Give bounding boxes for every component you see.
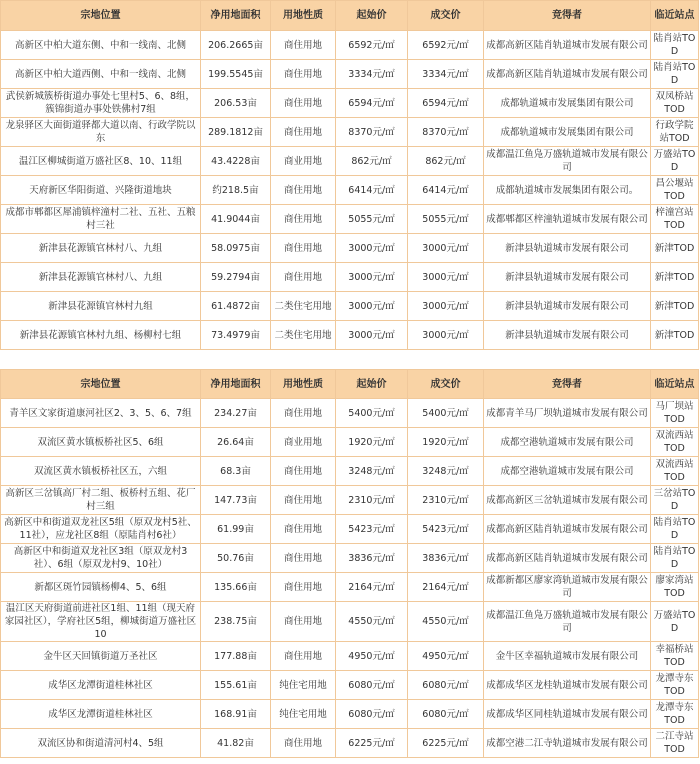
table-row: [1, 642, 699, 671]
cell-deal-price: 6080元/㎡: [408, 671, 484, 700]
cell-station: 马厂坝站TOD: [651, 399, 699, 428]
cell-winner: 成都温江鱼凫万盛轨道城市发展有限公司: [484, 147, 651, 176]
cell-deal-price: 3248元/㎡: [408, 457, 484, 486]
cell-location: 高新区中和街道双龙社区5组（原双龙村5社、11社），应龙社区8组（原陆肖村6社）: [1, 515, 201, 544]
cell-area: 168.91亩: [201, 700, 271, 729]
cell-winner: 成都高新区陆肖轨道城市发展有限公司: [484, 515, 651, 544]
table-row: [1, 729, 699, 758]
cell-winner: 成都郫都区梓潼轨道城市发展有限公司: [484, 205, 651, 234]
cell-land-use: 商住用地: [271, 486, 336, 515]
cell-start-price: 8370元/㎡: [336, 118, 408, 147]
cell-start-price: 6080元/㎡: [336, 671, 408, 700]
cell-land-use: 商住用地: [271, 573, 336, 602]
cell-deal-price: 6594元/㎡: [408, 89, 484, 118]
cell-location: 成华区龙潭街道桂林社区: [1, 700, 201, 729]
table-row: [1, 399, 699, 428]
cell-deal-price: 6225元/㎡: [408, 729, 484, 758]
cell-station: 二江寺站TOD: [651, 729, 699, 758]
table-row: [1, 486, 699, 515]
cell-area: 41.82亩: [201, 729, 271, 758]
cell-winner: 成都轨道城市发展集团有限公司: [484, 118, 651, 147]
cell-land-use: 商业用地: [271, 147, 336, 176]
cell-station: 陆肖站TOD: [651, 515, 699, 544]
cell-deal-price: 3000元/㎡: [408, 292, 484, 321]
cell-start-price: 3000元/㎡: [336, 263, 408, 292]
cell-start-price: 3000元/㎡: [336, 321, 408, 350]
cell-start-price: 5400元/㎡: [336, 399, 408, 428]
cell-location: 武侯新城簇桥街道办事处七里村5、6、8组，簇锦街道办事处铁佛村7组: [1, 89, 201, 118]
header-deal-price: 成交价: [408, 370, 484, 399]
cell-land-use: 商住用地: [271, 89, 336, 118]
cell-winner: 成都高新区陆肖轨道城市发展有限公司: [484, 60, 651, 89]
cell-location: 龙泉驿区大面街道驿都大道以南、行政学院以东: [1, 118, 201, 147]
cell-area: 289.1812亩: [201, 118, 271, 147]
cell-station: 陆肖站TOD: [651, 544, 699, 573]
cell-station: 龙潭寺东TOD: [651, 671, 699, 700]
cell-area: 238.75亩: [201, 602, 271, 642]
cell-location: 双流区黄水镇板桥社区五，六组: [1, 457, 201, 486]
cell-station: 龙潭寺东TOD: [651, 700, 699, 729]
table-row: [1, 515, 699, 544]
cell-land-use: 商住用地: [271, 544, 336, 573]
header-start-price: 起始价: [336, 370, 408, 399]
cell-start-price: 3248元/㎡: [336, 457, 408, 486]
cell-land-use: 商业用地: [271, 428, 336, 457]
cell-location: 双流区协和街道清河村4、5组: [1, 729, 201, 758]
cell-station: 新津TOD: [651, 321, 699, 350]
cell-location: 天府新区华阳街道、兴隆街道地块: [1, 176, 201, 205]
cell-location: 新津县花源镇官林村八、九组: [1, 263, 201, 292]
cell-area: 约218.5亩: [201, 176, 271, 205]
table-row: [1, 544, 699, 573]
table-row: [1, 147, 699, 176]
cell-land-use: 商住用地: [271, 60, 336, 89]
cell-deal-price: 6080元/㎡: [408, 700, 484, 729]
cell-start-price: 6225元/㎡: [336, 729, 408, 758]
cell-winner: 成都高新区陆肖轨道城市发展有限公司: [484, 544, 651, 573]
cell-land-use: 商住用地: [271, 234, 336, 263]
cell-deal-price: 3000元/㎡: [408, 263, 484, 292]
cell-area: 68.3亩: [201, 457, 271, 486]
cell-land-use: 纯住宅用地: [271, 671, 336, 700]
header-nearby-station: 临近站点: [651, 370, 699, 399]
cell-land-use: 商住用地: [271, 399, 336, 428]
cell-start-price: 3334元/㎡: [336, 60, 408, 89]
cell-land-use: 商住用地: [271, 31, 336, 60]
cell-area: 177.88亩: [201, 642, 271, 671]
table-row: [1, 428, 699, 457]
cell-location: 温江区柳城街道万盛社区8、10、11组: [1, 147, 201, 176]
cell-area: 58.0975亩: [201, 234, 271, 263]
cell-start-price: 6594元/㎡: [336, 89, 408, 118]
cell-area: 147.73亩: [201, 486, 271, 515]
cell-start-price: 6592元/㎡: [336, 31, 408, 60]
cell-station: 双凤桥站TOD: [651, 89, 699, 118]
table-row: [1, 457, 699, 486]
cell-area: 206.53亩: [201, 89, 271, 118]
cell-winner: 成都成华区龙桂轨道城市发展有限公司: [484, 671, 651, 700]
cell-deal-price: 5423元/㎡: [408, 515, 484, 544]
cell-location: 金牛区天回镇街道万圣社区: [1, 642, 201, 671]
cell-winner: 成都成华区同桂轨道城市发展有限公司: [484, 700, 651, 729]
cell-winner: 成都高新区陆肖轨道城市发展有限公司: [484, 31, 651, 60]
cell-area: 199.5545亩: [201, 60, 271, 89]
header-deal-price: 成交价: [408, 1, 484, 31]
cell-start-price: 6080元/㎡: [336, 700, 408, 729]
header-start-price: 起始价: [336, 1, 408, 31]
cell-deal-price: 3000元/㎡: [408, 321, 484, 350]
cell-winner: 成都温江鱼凫万盛轨道城市发展有限公司: [484, 602, 651, 642]
cell-location: 高新区中和街道双龙社区3组（原双龙村3社）、6组（原双龙村9、10社）: [1, 544, 201, 573]
cell-winner: 成都轨道城市发展集团有限公司: [484, 89, 651, 118]
cell-location: 新津县花源镇官林村九组、杨柳村七组: [1, 321, 201, 350]
cell-land-use: 商住用地: [271, 515, 336, 544]
cell-station: 万盛站TOD: [651, 147, 699, 176]
table-row: [1, 602, 699, 642]
table-row: [1, 176, 699, 205]
table-row: [1, 89, 699, 118]
cell-deal-price: 3000元/㎡: [408, 234, 484, 263]
table-row: [1, 118, 699, 147]
cell-area: 135.66亩: [201, 573, 271, 602]
cell-land-use: 二类住宅用地: [271, 321, 336, 350]
table-row: [1, 671, 699, 700]
cell-deal-price: 6414元/㎡: [408, 176, 484, 205]
cell-location: 双流区黄水镇板桥社区5、6组: [1, 428, 201, 457]
cell-winner: 成都青羊马厂坝轨道城市发展有限公司: [484, 399, 651, 428]
cell-deal-price: 4550元/㎡: [408, 602, 484, 642]
cell-area: 61.99亩: [201, 515, 271, 544]
cell-deal-price: 4950元/㎡: [408, 642, 484, 671]
cell-winner: 新津县轨道城市发展有限公司: [484, 234, 651, 263]
cell-land-use: 二类住宅用地: [271, 292, 336, 321]
cell-winner: 成都轨道城市发展集团有限公司。: [484, 176, 651, 205]
cell-area: 73.4979亩: [201, 321, 271, 350]
cell-location: 高新区中柏大道西侧、中和一线南、北侧: [1, 60, 201, 89]
cell-location: 高新区三岔镇高厂村二组、板桥村五组、花厂村三组: [1, 486, 201, 515]
cell-station: 双流西站TOD: [651, 457, 699, 486]
cell-area: 61.4872亩: [201, 292, 271, 321]
cell-location: 新都区斑竹园镇杨柳4、5、6组: [1, 573, 201, 602]
cell-station: 新津TOD: [651, 234, 699, 263]
header-location: 宗地位置: [1, 370, 201, 399]
cell-start-price: 4950元/㎡: [336, 642, 408, 671]
cell-land-use: 商住用地: [271, 457, 336, 486]
cell-station: 万盛站TOD: [651, 602, 699, 642]
cell-winner: 新津县轨道城市发展有限公司: [484, 292, 651, 321]
cell-winner: 成都空港轨道城市发展有限公司: [484, 457, 651, 486]
header-winner: 竞得者: [484, 1, 651, 31]
cell-area: 43.4228亩: [201, 147, 271, 176]
cell-winner: 成都高新区三岔轨道城市发展有限公司: [484, 486, 651, 515]
cell-station: 新津TOD: [651, 263, 699, 292]
cell-deal-price: 5400元/㎡: [408, 399, 484, 428]
cell-location: 成华区龙潭街道桂林社区: [1, 671, 201, 700]
cell-station: 廖家湾站TOD: [651, 573, 699, 602]
cell-winner: 金牛区幸福轨道城市发展有限公司: [484, 642, 651, 671]
cell-land-use: 商住用地: [271, 602, 336, 642]
cell-deal-price: 862元/㎡: [408, 147, 484, 176]
cell-station: 三岔站TOD: [651, 486, 699, 515]
cell-winner: 成都新都区廖家湾轨道城市发展有限公司: [484, 573, 651, 602]
cell-deal-price: 3836元/㎡: [408, 544, 484, 573]
cell-location: 新津县花源镇官林村九组: [1, 292, 201, 321]
cell-station: 行政学院站TOD: [651, 118, 699, 147]
cell-deal-price: 6592元/㎡: [408, 31, 484, 60]
cell-deal-price: 2164元/㎡: [408, 573, 484, 602]
cell-location: 青羊区文家街道康河社区2、3、5、6、7组: [1, 399, 201, 428]
cell-winner: 新津县轨道城市发展有限公司: [484, 321, 651, 350]
table-header-row: [1, 1, 699, 31]
header-area: 净用地面积: [201, 370, 271, 399]
cell-area: 26.64亩: [201, 428, 271, 457]
cell-land-use: 商住用地: [271, 263, 336, 292]
cell-station: 双流西站TOD: [651, 428, 699, 457]
cell-station: 幸福桥站TOD: [651, 642, 699, 671]
table-row: [1, 60, 699, 89]
cell-station: 梓潼宫站TOD: [651, 205, 699, 234]
header-nearby-station: 临近站点: [651, 1, 699, 31]
header-land-use: 用地性质: [271, 1, 336, 31]
cell-station: 陆肖站TOD: [651, 31, 699, 60]
cell-winner: 成都空港二江寺轨道城市发展有限公司: [484, 729, 651, 758]
table-header-row: [1, 370, 699, 399]
cell-deal-price: 1920元/㎡: [408, 428, 484, 457]
table-row: [1, 573, 699, 602]
cell-area: 206.2665亩: [201, 31, 271, 60]
table-row: [1, 321, 699, 350]
cell-location: 新津县花源镇官林村八、九组: [1, 234, 201, 263]
cell-winner: 新津县轨道城市发展有限公司: [484, 263, 651, 292]
land-auction-table-2: [0, 369, 699, 758]
header-area: 净用地面积: [201, 1, 271, 31]
cell-start-price: 5055元/㎡: [336, 205, 408, 234]
cell-start-price: 6414元/㎡: [336, 176, 408, 205]
cell-area: 41.9044亩: [201, 205, 271, 234]
cell-deal-price: 8370元/㎡: [408, 118, 484, 147]
header-land-use: 用地性质: [271, 370, 336, 399]
cell-winner: 成都空港轨道城市发展有限公司: [484, 428, 651, 457]
cell-station: 昌公堰站TOD: [651, 176, 699, 205]
cell-start-price: 862元/㎡: [336, 147, 408, 176]
table-row: [1, 292, 699, 321]
cell-start-price: 3000元/㎡: [336, 234, 408, 263]
cell-land-use: 纯住宅用地: [271, 700, 336, 729]
cell-station: 陆肖站TOD: [651, 60, 699, 89]
cell-start-price: 1920元/㎡: [336, 428, 408, 457]
cell-land-use: 商住用地: [271, 176, 336, 205]
cell-deal-price: 5055元/㎡: [408, 205, 484, 234]
cell-start-price: 5423元/㎡: [336, 515, 408, 544]
cell-location: 成都市郫都区犀浦镇梓潼村二社、五社、五粮村三社: [1, 205, 201, 234]
cell-area: 50.76亩: [201, 544, 271, 573]
cell-start-price: 4550元/㎡: [336, 602, 408, 642]
table-separator: [0, 360, 700, 369]
land-auction-table-1: [0, 0, 699, 350]
header-location: 宗地位置: [1, 1, 201, 31]
cell-start-price: 2310元/㎡: [336, 486, 408, 515]
cell-start-price: 3836元/㎡: [336, 544, 408, 573]
cell-location: 高新区中柏大道东侧、中和一线南、北侧: [1, 31, 201, 60]
cell-location: 温江区天府街道前进社区1组、11组（现天府家园社区），学府社区5组，柳城街道万盛社区10: [1, 602, 201, 642]
cell-area: 234.27亩: [201, 399, 271, 428]
cell-land-use: 商住用地: [271, 729, 336, 758]
cell-start-price: 3000元/㎡: [336, 292, 408, 321]
header-winner: 竞得者: [484, 370, 651, 399]
table-row: [1, 234, 699, 263]
cell-area: 59.2794亩: [201, 263, 271, 292]
cell-deal-price: 3334元/㎡: [408, 60, 484, 89]
cell-land-use: 商住用地: [271, 205, 336, 234]
cell-land-use: 商住用地: [271, 642, 336, 671]
cell-station: 新津TOD: [651, 292, 699, 321]
cell-area: 155.61亩: [201, 671, 271, 700]
table-row: [1, 31, 699, 60]
table-row: [1, 263, 699, 292]
table-row: [1, 205, 699, 234]
cell-deal-price: 2310元/㎡: [408, 486, 484, 515]
cell-start-price: 2164元/㎡: [336, 573, 408, 602]
table-row: [1, 700, 699, 729]
cell-land-use: 商住用地: [271, 118, 336, 147]
